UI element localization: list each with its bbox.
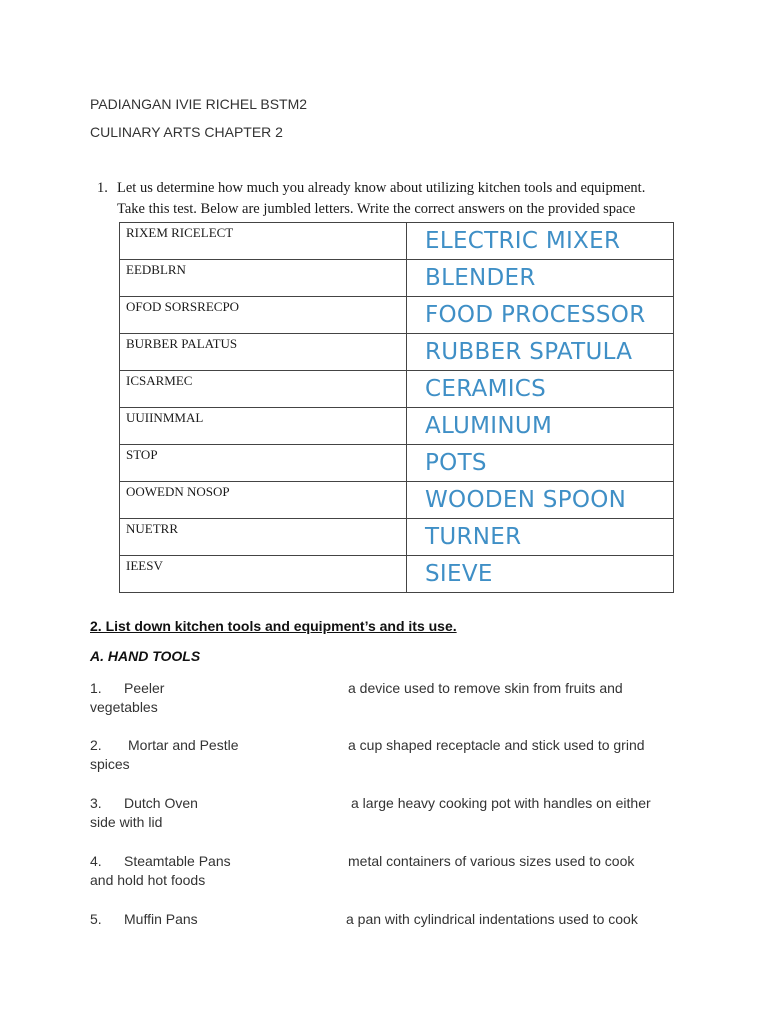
table-row xyxy=(120,445,674,482)
jumbled-word-cell: BURBER PALATUS xyxy=(120,334,407,371)
question-1-number: 1. xyxy=(97,180,108,196)
student-name-line: PADIANGAN IVIE RICHEL BSTM2 xyxy=(90,96,308,112)
jumbled-word-cell: RIXEM RICELECT xyxy=(120,223,407,260)
answer-cell: ALUMINUM xyxy=(407,408,674,445)
chapter-title: CULINARY ARTS CHAPTER 2 xyxy=(90,124,283,140)
hand-tools-section-title: A. HAND TOOLS xyxy=(90,648,201,664)
instruction-line-1: Let us determine how much you already know about utilizing kitchen tools and equipment. xyxy=(117,180,646,196)
jumbled-words-table xyxy=(119,222,674,593)
jumbled-word-cell: IEESV xyxy=(120,556,407,593)
tool-description: a large heavy cooking pot with handles on either xyxy=(351,795,651,811)
answer-cell: SIEVE xyxy=(407,556,674,593)
item-number: 5. xyxy=(90,911,102,927)
table-row xyxy=(120,556,674,593)
jumbled-word-cell: OOWEDN NOSOP xyxy=(120,482,407,519)
item-number: 4. xyxy=(90,853,102,869)
answer-cell: WOODEN SPOON xyxy=(407,482,674,519)
item-number: 3. xyxy=(90,795,102,811)
tool-description-continued: vegetables xyxy=(90,699,158,715)
item-number: 2. xyxy=(90,737,102,753)
tool-name: Mortar and Pestle xyxy=(128,737,239,753)
tool-description: a cup shaped receptacle and stick used to grind xyxy=(348,737,645,753)
answer-cell: RUBBER SPATULA xyxy=(407,334,674,371)
jumbled-word-cell: UUIINMMAL xyxy=(120,408,407,445)
jumbled-word-cell: ICSARMEC xyxy=(120,371,407,408)
table-row xyxy=(120,482,674,519)
answer-cell: TURNER xyxy=(407,519,674,556)
tool-name: Dutch Oven xyxy=(124,795,198,811)
answer-cell: BLENDER xyxy=(407,260,674,297)
tool-description: a pan with cylindrical indentations used to cook xyxy=(346,911,638,927)
jumbled-word-cell: EEDBLRN xyxy=(120,260,407,297)
answer-cell: FOOD PROCESSOR xyxy=(407,297,674,334)
tool-description-continued: side with lid xyxy=(90,814,163,830)
instruction-line-2: Take this test. Below are jumbled letters. Write the correct answers on the provided space xyxy=(117,201,636,217)
table-row xyxy=(120,519,674,556)
tool-name: Muffin Pans xyxy=(124,911,198,927)
item-number: 1. xyxy=(90,680,102,696)
jumbled-word-cell: STOP xyxy=(120,445,407,482)
table-row xyxy=(120,371,674,408)
answer-cell: POTS xyxy=(407,445,674,482)
jumbled-word-cell: OFOD SORSRECPO xyxy=(120,297,407,334)
table-row xyxy=(120,223,674,260)
tool-description-continued: spices xyxy=(90,756,130,772)
table-row xyxy=(120,260,674,297)
tool-name: Steamtable Pans xyxy=(124,853,231,869)
table-row xyxy=(120,297,674,334)
answer-cell: ELECTRIC MIXER xyxy=(407,223,674,260)
table-row xyxy=(120,408,674,445)
jumbled-word-cell: NUETRR xyxy=(120,519,407,556)
tool-name: Peeler xyxy=(124,680,165,696)
answer-cell: CERAMICS xyxy=(407,371,674,408)
tool-description: a device used to remove skin from fruits and xyxy=(348,680,623,696)
tool-description-continued: and hold hot foods xyxy=(90,872,206,888)
question-2-heading: 2. List down kitchen tools and equipment’s and its use. xyxy=(90,618,457,634)
table-row xyxy=(120,334,674,371)
tool-description: metal containers of various sizes used to cook xyxy=(348,853,635,869)
